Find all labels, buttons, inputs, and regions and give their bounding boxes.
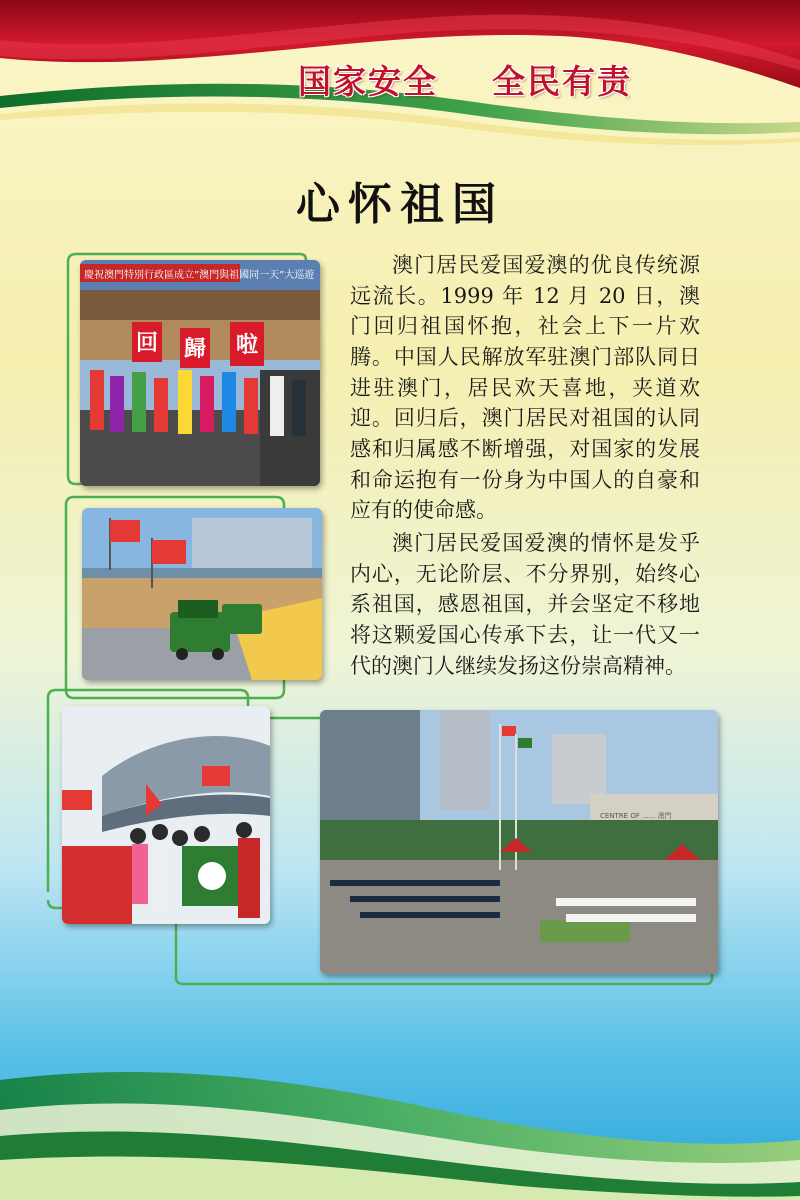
photo-handover-parade (80, 260, 320, 486)
ceremony-sign-text: CENTRE OF ...... 澳門 (600, 812, 672, 820)
placard-2: 歸 (183, 337, 207, 362)
paragraph-history: 澳门居民爱国爱澳的优良传统源远流长。1999 年 12 月 20 日，澳门回归祖国怀抱，社会上下一片欢腾。中国人民解放军驻澳门部队同日进驻澳门，居民欢天喜地，夹道欢迎。回归后，澳门居民对祖国的认同感和归属感不断增强，对国家的发展和命运抱有一份身为中国人的自豪和应有的使命感。 (350, 253, 700, 523)
parade-banner-text: 慶祝澳門特別行政區成立”澳門與祖國同一天”大巡遊 (84, 270, 315, 281)
placard-1: 回 (135, 331, 159, 356)
header-slogan: 国家安全 全民有责 (298, 62, 632, 101)
photo-flag-ceremony (320, 710, 718, 974)
page-title: 心怀祖国 (296, 179, 504, 230)
placard-3: 啦 (235, 333, 259, 358)
bottom-wave-decoration (0, 1040, 800, 1200)
photo-flag-crowd (62, 706, 270, 924)
photo-pla-convoy (82, 508, 322, 680)
paragraph-sentiment: 澳门居民爱国爱澳的情怀是发乎内心，无论阶层、不分界别，始终心系祖国，感恩祖国，并会坚定不移地将这颗爱国心传承下去，让一代又一代的澳门人继续发扬这份崇高精神。 (350, 531, 700, 678)
